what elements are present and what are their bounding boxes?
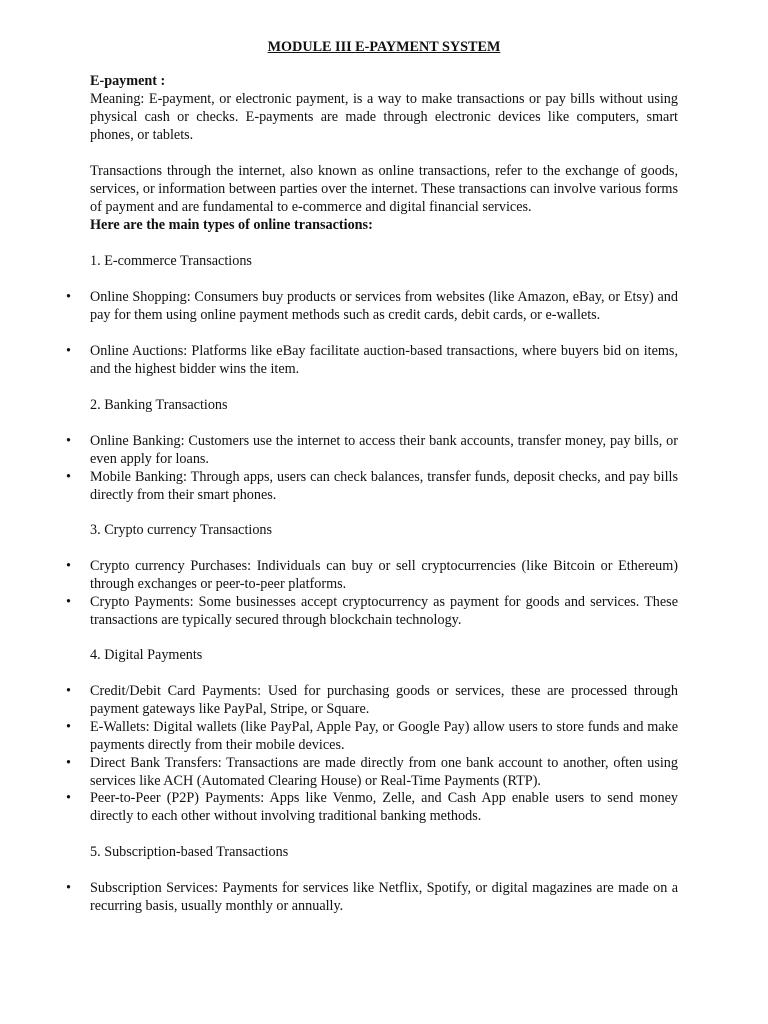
bullet-icon: • — [66, 469, 71, 485]
section-heading: 2. Banking Transactions — [90, 397, 228, 413]
list-item — [66, 468, 678, 504]
list-item — [66, 288, 678, 324]
list-item — [66, 432, 678, 468]
section-heading: 3. Crypto currency Transactions — [90, 522, 273, 538]
online-transactions-paragraph: Transactions through the internet, also known as online transactions, refer to the exchange of goods, services, or information between parties over the internet. These transactions can involve various forms of payment and are fundamental to e-commerce and digital financial services. — [90, 163, 678, 215]
section-heading: 5. Subscription-based Transactions — [90, 844, 289, 860]
meaning-paragraph: Meaning: E-payment, or electronic payment, is a way to make transactions or pay bills without using physical cash or checks. E-payments are made through electronic devices like computers, smart phones, or tablets. — [90, 91, 678, 143]
list-item — [66, 718, 678, 754]
list-item — [66, 682, 678, 718]
list-item — [66, 879, 678, 915]
bullet-icon: • — [66, 880, 71, 896]
bullet-icon: • — [66, 719, 71, 735]
page-title: MODULE III E-PAYMENT SYSTEM — [267, 39, 501, 55]
bullet-icon: • — [66, 343, 71, 359]
section-heading: 4. Digital Payments — [90, 647, 203, 663]
list-item-text: Mobile Banking: Through apps, users can check balances, transfer funds, deposit checks, and pay bills directly from their smart phones. — [90, 469, 678, 503]
bullet-icon: • — [66, 433, 71, 449]
bullet-icon: • — [66, 289, 71, 305]
bullet-icon: • — [66, 594, 71, 610]
list-item — [66, 557, 678, 593]
list-item-text: Crypto currency Purchases: Individuals can buy or sell cryptocurrencies (like Bitcoin or Ethereum) through exchanges or peer-to-peer platforms. — [90, 558, 678, 592]
list-item — [66, 789, 678, 825]
list-item — [66, 754, 678, 790]
bullet-icon: • — [66, 755, 71, 771]
bullet-icon: • — [66, 790, 71, 806]
epayment-heading: E-payment : — [90, 73, 166, 89]
list-item-text: Credit/Debit Card Payments: Used for purchasing goods or services, these are processed through payment gateways like PayPal, Stripe, or Square. — [90, 683, 678, 717]
list-item-text: Peer-to-Peer (P2P) Payments: Apps like Venmo, Zelle, and Cash App enable users to send money directly to each other without involving traditional banking methods. — [90, 790, 678, 824]
list-item — [66, 593, 678, 629]
list-item — [66, 342, 678, 378]
types-heading: Here are the main types of online transactions: — [90, 217, 373, 233]
list-item-text: Direct Bank Transfers: Transactions are made directly from one bank account to another, often using services like ACH (Automated Clearing House) or Real-Time Payments (RTP). — [90, 755, 678, 789]
list-item-text: Online Banking: Customers use the internet to access their bank accounts, transfer money, pay bills, or even apply for loans. — [90, 433, 678, 467]
section-heading: 1. E-commerce Transactions — [90, 253, 252, 269]
bullet-icon: • — [66, 683, 71, 699]
list-item-text: Online Shopping: Consumers buy products or services from websites (like Amazon, eBay, or Etsy) and pay for them using online payment methods such as credit cards, debit cards, or e-wallets. — [90, 289, 678, 323]
list-item-text: Online Auctions: Platforms like eBay facilitate auction-based transactions, where buyers bid on items, and the highest bidder wins the item. — [90, 343, 678, 377]
list-item-text: E-Wallets: Digital wallets (like PayPal, Apple Pay, or Google Pay) allow users to store funds and make payments directly from their mobile devices. — [90, 719, 678, 753]
list-item-text: Subscription Services: Payments for services like Netflix, Spotify, or digital magazines are made on a recurring basis, usually monthly or annually. — [90, 880, 678, 914]
bullet-icon: • — [66, 558, 71, 574]
list-item-text: Crypto Payments: Some businesses accept cryptocurrency as payment for goods and services. These transactions are typically secured through blockchain technology. — [90, 594, 678, 628]
